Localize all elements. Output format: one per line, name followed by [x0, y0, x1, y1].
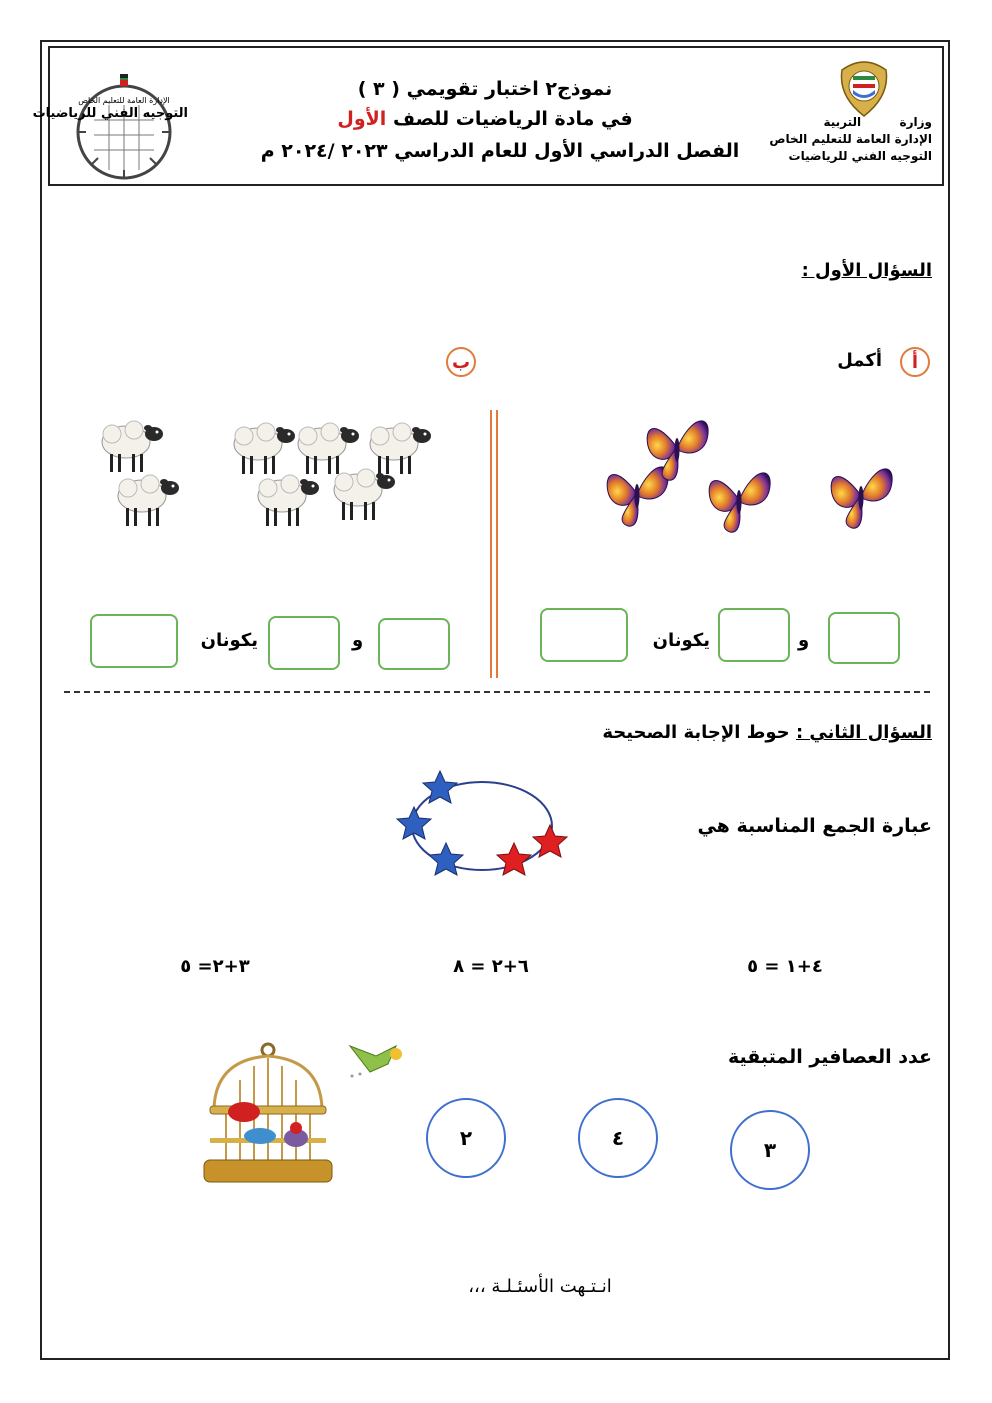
butterfly-3	[709, 473, 770, 532]
sheep-6	[258, 475, 319, 526]
sheep-3	[234, 423, 295, 474]
ministry-word-2: التربية	[823, 115, 862, 129]
item-2-prompt: عدد العصافير المتبقية	[727, 1046, 932, 1068]
ministry-department: الإدارة العامة للتعليم الخاص	[769, 132, 932, 146]
item-1-prompt: عبارة الجمع المناسبة هي	[697, 815, 932, 837]
logo-big-text: التوجيه الفني للرياضيات	[32, 106, 188, 121]
item-2-option-1-value: ٣	[763, 1138, 777, 1162]
sheep-5	[370, 423, 431, 474]
sheep-7	[334, 469, 395, 520]
part-a-addend-2-box[interactable]	[718, 608, 790, 662]
part-a-and-word: و	[798, 630, 810, 651]
part-a-total-box[interactable]	[540, 608, 628, 662]
ministry-supervision: التوجيه الفني للرياضيات	[788, 149, 932, 163]
question-2-heading	[560, 722, 932, 743]
item-2-option-3-value: ٢	[459, 1126, 473, 1150]
ministry-word-1: وزارة	[899, 115, 932, 129]
sheep-group	[90, 412, 450, 542]
butterfly-4	[831, 469, 892, 528]
part-b-label	[446, 347, 476, 377]
part-a-make-word: يكونان	[652, 630, 710, 651]
part-b-total-box[interactable]	[90, 614, 178, 668]
item-2-option-2-value: ٤	[611, 1126, 625, 1150]
question-2-instruction: حوط الإجابة الصحيحة	[602, 722, 790, 743]
question-2-label: السؤال الثاني :	[795, 722, 932, 743]
falcon-emblem-icon	[836, 56, 892, 118]
item-2-option-2[interactable]	[578, 1098, 658, 1178]
birdcage-illustration	[196, 1040, 346, 1188]
grade-highlight: الأول	[337, 108, 387, 130]
exam-term: الفصل الدراسي الأول للعام الدراسي ٢٠٢٣ /٢٠٢٤ م	[260, 140, 740, 162]
kuwait-emblem	[836, 56, 892, 118]
butterfly-group	[600, 408, 900, 548]
item-1-option-3[interactable]: ٣+٢= ٥	[180, 956, 250, 977]
red-bird-icon	[228, 1102, 260, 1122]
ministry-name	[760, 114, 932, 131]
blue-bird-icon	[244, 1128, 276, 1144]
flying-bird-icon	[346, 1042, 416, 1080]
part-b-letter: ب	[451, 351, 471, 373]
question-1-heading: السؤال الأول :	[801, 260, 932, 281]
vertical-divider	[490, 410, 498, 678]
logo-small-text: الإدارة العامة للتعليم الخاص	[78, 96, 170, 105]
item-1-option-1[interactable]: ٤+١ = ٥	[747, 956, 823, 977]
exam-title: نموذج٢ اختبار تقويمي ( ٣ )	[357, 78, 613, 100]
item-2-option-3[interactable]	[426, 1098, 506, 1178]
part-b-addend-1-box[interactable]	[378, 618, 450, 670]
part-a-addend-1-box[interactable]	[828, 612, 900, 664]
butterfly-1	[607, 467, 668, 526]
star-set-illustration	[392, 762, 572, 888]
item-1-option-2[interactable]: ٦+٢ = ٨	[453, 956, 529, 977]
part-b-and-word: و	[352, 630, 364, 651]
red-star-2	[497, 843, 531, 875]
part-b-addend-2-box[interactable]	[268, 616, 340, 670]
end-of-questions: انـتـهت الأسئـلـة ،،،	[468, 1276, 612, 1297]
item-2-option-1[interactable]	[730, 1110, 810, 1190]
math-department-logo	[32, 60, 188, 180]
part-b-make-word: يكونان	[200, 630, 258, 651]
blue-star-3	[429, 843, 463, 875]
sheep-4	[298, 423, 359, 474]
part-a-instruction: أكمل	[837, 350, 882, 371]
part-a-label	[900, 347, 930, 377]
exam-subject	[300, 108, 670, 130]
subject-text: في مادة الرياضيات للصف	[386, 108, 633, 130]
sheep-1	[102, 421, 163, 472]
section-separator	[64, 691, 930, 693]
sheep-2	[118, 475, 179, 526]
part-a-letter: أ	[911, 351, 919, 373]
